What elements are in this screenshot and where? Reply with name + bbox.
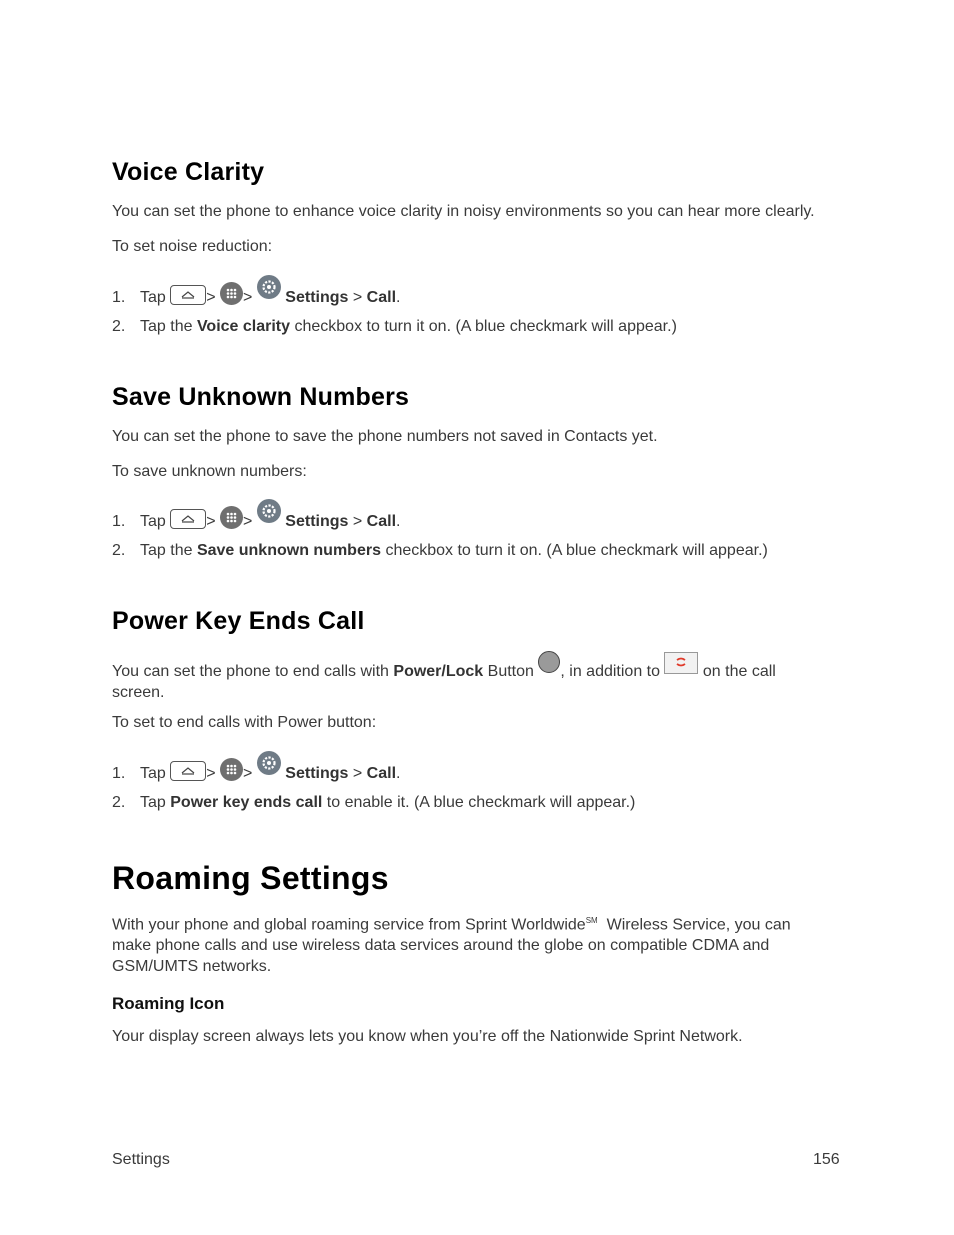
separator: >	[352, 513, 363, 530]
step-text: Tap	[140, 794, 166, 811]
step-end: .	[396, 289, 401, 306]
step-number: 2.	[112, 318, 126, 335]
call-label: Call	[366, 289, 397, 306]
step-number: 2.	[112, 794, 126, 811]
intro-text: With your phone and global roaming service from Sprint Worldwide	[112, 916, 586, 934]
power-key-step-2	[112, 792, 635, 813]
separator: >	[206, 765, 216, 782]
settings-label: Settings	[285, 289, 349, 306]
intro-text: You can set the phone to end calls with	[112, 663, 389, 680]
step-end: .	[396, 765, 401, 782]
section-title-roaming-settings: Roaming Settings	[112, 860, 389, 896]
voice-clarity-label: Voice clarity	[196, 318, 291, 335]
step-text: checkbox to turn it on. (A blue checkmark will appear.)	[294, 318, 677, 335]
settings-gear-icon	[257, 751, 281, 775]
end-call-icon	[664, 652, 698, 674]
step-text: checkbox to turn it on. (A blue checkmark will appear.)	[385, 542, 768, 559]
step-number: 1.	[112, 513, 126, 530]
settings-label: Settings	[285, 513, 349, 530]
intro-text: screen.	[112, 684, 165, 701]
save-unknown-numbers-label: Save unknown numbers	[196, 542, 381, 559]
settings-label: Settings	[285, 765, 349, 782]
voice-clarity-step-1	[112, 281, 400, 308]
power-lock-label: Power/Lock	[393, 663, 484, 680]
separator: >	[243, 513, 253, 530]
footer-page-number: 156	[813, 1151, 840, 1168]
power-key-step-1	[112, 757, 400, 784]
step-text: Tap	[140, 289, 166, 306]
separator: >	[243, 765, 253, 782]
roaming-icon-body: Your display screen always lets you know when you’re off the Nationwide Sprint Network.	[112, 1028, 743, 1045]
settings-gear-icon	[257, 275, 281, 299]
home-key-icon	[170, 509, 206, 529]
intro-text: GSM/UMTS networks.	[112, 958, 272, 976]
intro-text: make phone calls and use wireless data services around the globe on compatible CDMA and	[112, 937, 770, 955]
intro-text: , in addition to	[560, 663, 660, 680]
home-key-icon	[170, 761, 206, 781]
roaming-intro	[112, 910, 842, 977]
section-title-voice-clarity: Voice Clarity	[112, 158, 265, 186]
step-text: Tap	[140, 765, 166, 782]
subsection-title-roaming-icon: Roaming Icon	[112, 994, 225, 1013]
separator: >	[243, 289, 253, 306]
apps-icon	[220, 506, 243, 529]
step-text: Tap the	[140, 318, 193, 335]
separator: >	[352, 765, 363, 782]
step-end: .	[396, 513, 401, 530]
step-text: Tap the	[140, 542, 193, 559]
section-title-power-key-ends-call: Power Key Ends Call	[112, 607, 365, 635]
footer-section-name: Settings	[112, 1151, 170, 1168]
step-text: Tap	[140, 513, 166, 530]
separator: >	[352, 289, 363, 306]
separator: >	[206, 513, 216, 530]
voice-clarity-lead: To set noise reduction:	[112, 238, 273, 255]
power-key-ends-call-label: Power key ends call	[170, 794, 323, 811]
step-text: to enable it. (A blue checkmark will appear.)	[326, 794, 636, 811]
power-key-lead: To set to end calls with Power button:	[112, 714, 377, 731]
step-number: 1.	[112, 289, 126, 306]
intro-text: Wireless Service, you can	[606, 916, 791, 934]
save-unknown-step-1	[112, 505, 400, 532]
call-label: Call	[366, 513, 397, 530]
save-unknown-intro: You can set the phone to save the phone numbers not saved in Contacts yet.	[112, 428, 658, 445]
voice-clarity-step-2	[112, 316, 677, 337]
intro-text: on the call	[702, 663, 776, 680]
apps-icon	[220, 282, 243, 305]
step-number: 2.	[112, 542, 126, 559]
home-key-icon	[170, 285, 206, 305]
save-unknown-step-2	[112, 540, 768, 561]
power-key-intro	[112, 657, 842, 703]
separator: >	[206, 289, 216, 306]
voice-clarity-intro: You can set the phone to enhance voice clarity in noisy environments so you can hear more clearly.	[112, 203, 815, 220]
save-unknown-lead: To save unknown numbers:	[112, 463, 307, 480]
step-number: 1.	[112, 765, 126, 782]
call-label: Call	[366, 765, 397, 782]
intro-text: Button	[487, 663, 534, 680]
section-title-save-unknown-numbers: Save Unknown Numbers	[112, 383, 410, 411]
apps-icon	[220, 758, 243, 781]
power-button-icon	[538, 651, 560, 673]
service-mark: SM	[585, 916, 598, 925]
settings-gear-icon	[257, 499, 281, 523]
